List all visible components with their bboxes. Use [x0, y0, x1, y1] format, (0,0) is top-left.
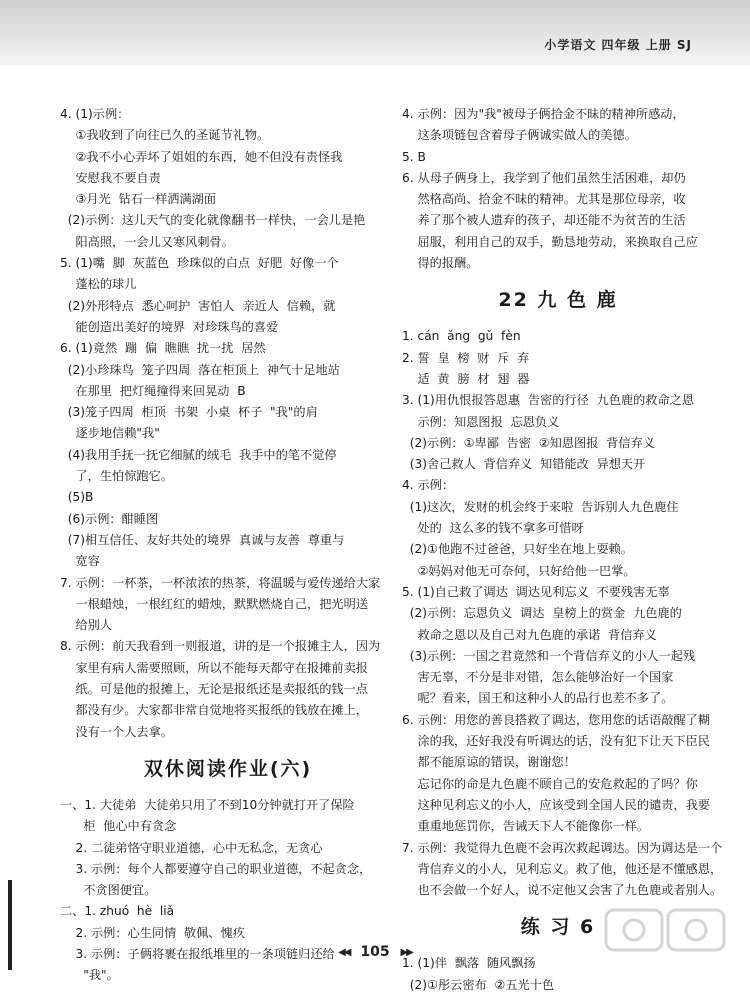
- section-title-weekend-reading: 双休阅读作业(六): [143, 757, 313, 780]
- answer-line: 5. (1)嘴 脚 灰蓝色 珍珠似的白点 好肥 好像一个: [60, 256, 339, 271]
- answer-line: (2)外形特点 悉心呵护 害怕人 亲近人 信赖，就: [60, 298, 336, 313]
- answer-line: 涂的我，还好我没有听调达的话，没有犯下让天下臣民: [402, 734, 710, 749]
- right-answers-block: [402, 104, 714, 274]
- answer-line: 能创造出美好的境界 对珍珠鸟的喜爱: [60, 319, 279, 334]
- right-column: [402, 104, 723, 996]
- answer-line: 都不能原谅的错误，谢谢您！: [402, 755, 576, 770]
- left-column: [60, 104, 396, 987]
- binding-edge-mark: [8, 880, 12, 970]
- answer-line: 2. 誓 皇 榜 财 斥 弃: [402, 350, 530, 365]
- answer-line: 重重地惩罚你，告诫天下人不能像你一样。: [402, 819, 650, 834]
- answer-line: (2)示例：这儿天气的变化就像翻书一样快，一会儿是艳: [60, 213, 366, 228]
- answer-line: 6. 示例：用您的善良搭救了调达，您用您的话语敲醒了糊: [402, 712, 711, 727]
- answer-line: ③月光 钻石一样洒满湖面: [60, 192, 217, 207]
- answer-line: ①我收到了向往已久的圣诞节礼物。: [60, 128, 270, 143]
- answer-line: 蓬松的球儿: [60, 277, 137, 292]
- answer-line: 适 黄 膀 材 翅 器: [402, 371, 530, 386]
- section-title-exercise-6: 练 习 6: [520, 916, 596, 939]
- answer-line: 3. 示例：子俩将裹在报纸堆里的一条项链归还给: [60, 946, 335, 961]
- answer-line: (5)B: [60, 490, 94, 505]
- answer-line: 然格高尚、拾金不昧的精神。尤其是那位母亲，收: [402, 192, 686, 207]
- answer-line: 在那里 把灯绳撞得来回晃动 B: [60, 383, 246, 398]
- header-band: [0, 0, 750, 66]
- answer-line: 5. B: [402, 149, 426, 164]
- answer-line: 2. 二徒弟恪守职业道德，心中无私念，无贪心: [60, 840, 323, 855]
- next-arrows-icon: ▶▶: [400, 947, 412, 958]
- answer-line: 2. 示例：心生同情 敬佩、愧疚: [60, 925, 245, 940]
- answer-line: 害无辜，不分是非对错，怎么能够治好一个国家: [402, 670, 674, 685]
- answer-line: 得的报酬。: [402, 256, 479, 271]
- answer-line: 一根蜡烛，一根红红的蜡烛，默默燃烧自己，把光明送: [60, 596, 368, 611]
- answer-line: 4. 示例：: [402, 478, 455, 493]
- answer-line: 给别人: [60, 618, 113, 633]
- answer-line: 呢？看来，国王和这种小人的品行也差不多了。: [402, 691, 674, 706]
- answer-line: 安慰我不要自责: [60, 170, 161, 185]
- answer-line: 都没有少。大家都非常自觉地将买报纸的钱放在摊上，: [60, 703, 368, 718]
- answer-line: ②妈妈对他无可奈何，只好给他一巴掌。: [402, 563, 636, 578]
- answer-line: 没有一个人去拿。: [60, 724, 173, 739]
- answer-line: 示例：知恩图报 忘恩负义: [402, 414, 560, 429]
- left-answers-block: [60, 104, 396, 743]
- answer-line: 8. 示例：前天我看到一则报道，讲的是一个报摊主人，因为: [60, 639, 381, 654]
- answer-line: 逐步地信赖"我": [60, 426, 160, 441]
- answer-line: 宽容: [60, 554, 100, 569]
- answer-line: 1. cán ǎng gǔ fèn: [402, 329, 521, 344]
- answer-line: 7. 示例：我觉得九色鹿不会再次救起调达。因为调达是一个: [402, 840, 723, 855]
- answer-line: 4. 示例：因为"我"被母子俩拾金不昧的精神所感动，: [402, 107, 685, 121]
- answer-line: (2)①他跑不过爸爸，只好坐在地上耍赖。: [402, 542, 633, 557]
- page-number: 105: [360, 944, 390, 960]
- answer-line: 7. 示例：一杯茶，一杯浓浓的热茶，将温暖与爱传递给大家: [60, 575, 381, 590]
- answer-line: 背信弃义的小人，见利忘义。救了他，他还是不懂感恩，: [402, 861, 723, 876]
- answer-line: 养了那个被人遗弃的孩子，却还能不为贫苦的生活: [402, 213, 686, 228]
- answer-line: 3. (1)用仇恨报答恩惠 告密的行径 九色鹿的救命之恩: [402, 393, 695, 408]
- answer-line: 二、1. zhuó hè liǎ: [60, 904, 175, 919]
- answer-line: 救命之恩以及自己对九色鹿的承诺 背信弃义: [402, 627, 657, 642]
- answer-line: 4. (1)示例：: [60, 107, 130, 121]
- answer-line: 也不会做一个好人，说不定他又会害了九色鹿或者别人。: [402, 883, 723, 898]
- answer-line: (2)示例：①卑鄙 告密 ②知恩图报 背信弃义: [402, 435, 655, 450]
- header-subject-label: 小学语文 四年级 上册 SJ: [544, 38, 692, 52]
- answer-line: (3)笼子四周 柜顶 书架 小桌 杯子 "我"的肩: [60, 405, 318, 420]
- answer-line: 一、1. 大徒弟 大徒弟只用了不到10分钟就打开了保险: [60, 797, 355, 812]
- answer-line: (2)示例：忘恩负义 调达 皇榜上的赏金 九色鹿的: [402, 606, 682, 621]
- answer-line: 1. (1)伴 飘落 随风飘扬: [402, 956, 536, 971]
- answer-line: "我"。: [60, 968, 119, 983]
- answer-line: 6. 从母子俩身上，我学到了他们虽然生活困难，却仍: [402, 170, 686, 185]
- answer-line: 5. (1)自己救了调达 调达见利忘义 不要残害无辜: [402, 584, 670, 599]
- answer-line: 屈服，利用自己的双手，勤恳地劳动，来换取自己应: [402, 234, 698, 249]
- prev-arrows-icon: ◀◀: [338, 947, 350, 958]
- answer-line: (1)这次，发财的机会终于来啦 告诉别人九色鹿住: [402, 499, 679, 514]
- answer-line: 这种见利忘义的小人，应该受到全国人民的谴责，我要: [402, 797, 710, 812]
- answer-line: (6)示例：酣睡图: [60, 511, 159, 526]
- answer-line: 家里有病人需要照顾，所以不能每天都守在报摊前卖报: [60, 660, 368, 675]
- right-answers-block-2: [402, 326, 723, 901]
- answer-line: 了，生怕惊跑它。: [60, 469, 173, 484]
- answer-line: (3)舍己救人 背信弃义 知错能改 异想天开: [402, 457, 646, 472]
- answer-line: 这条项链包含着母子俩诚实做人的美德。: [402, 128, 637, 143]
- answer-line: 阳高照，一会儿又寒风刺骨。: [60, 234, 234, 249]
- answer-line: 3. 示例：每个人都要遵守自己的职业道德，不起贪念，: [60, 861, 372, 876]
- answer-line: 忘记你的命是九色鹿不顾自己的安危救起的了吗？你: [402, 776, 698, 791]
- answer-line: 处的 这么多的钱不拿多可惜呀: [402, 521, 584, 536]
- answer-line: ②我不小心弄坏了姐姐的东西，她不但没有责怪我: [60, 149, 343, 164]
- answer-line: (7)相互信任、友好共处的境界 真诚与友善 尊重与: [60, 532, 345, 547]
- answer-line: 纸。可是他的报摊上，无论是报纸还是卖报纸的钱一点: [60, 682, 368, 697]
- answer-line: 柜 他心中有贪念: [60, 819, 177, 834]
- answer-line: (2)小珍珠鸟 笼子四周 落在柜顶上 神气十足地站: [60, 362, 340, 377]
- answer-line: 6. (1)竟然 蹦 偏 瞧瞧 扰一扰 居然: [60, 341, 266, 356]
- answer-line: 不贪图便宜。: [60, 883, 157, 898]
- answer-line: (2)①彤云密布 ②五光十色: [402, 977, 555, 992]
- watermark-stamp-icon: [602, 904, 732, 964]
- answer-line: (3)示例：一国之君竟然和一个背信弃义的小人一起残: [402, 648, 696, 663]
- section-title-lesson-22: 22 九 色 鹿: [498, 289, 618, 312]
- answer-line: (4)我用手抚一抚它细腻的绒毛 我手中的笔不觉停: [60, 447, 337, 462]
